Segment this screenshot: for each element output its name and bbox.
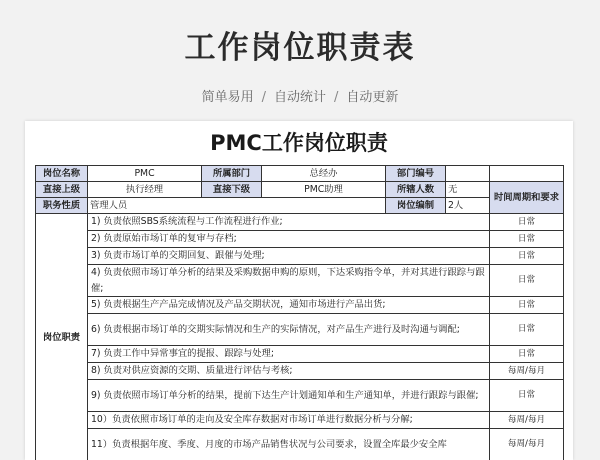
- duty-row: [36, 214, 564, 231]
- duty-frequency[interactable]: 每周/每月: [490, 363, 564, 380]
- duty-label: 岗位职责: [36, 214, 88, 460]
- duty-row: [36, 248, 564, 265]
- duty-row: [36, 412, 564, 429]
- duty-text[interactable]: 3) 负责市场订单的交期回复、跟催与处理;: [88, 248, 490, 265]
- sheet-title: PMC工作岗位职责: [210, 131, 388, 155]
- value-cell[interactable]: 管理人员: [88, 198, 386, 214]
- duty-row: [36, 346, 564, 363]
- duty-row: [36, 363, 564, 380]
- label-cell: 直接上级: [36, 182, 88, 198]
- spreadsheet-preview: [25, 121, 573, 460]
- duty-text[interactable]: 10）负责依照市场订单的走向及安全库存数据对市场订单进行数据分析与分解;: [88, 412, 490, 429]
- duty-row: [36, 429, 564, 460]
- duty-frequency[interactable]: 日常: [490, 231, 564, 248]
- label-cell: 职务性质: [36, 198, 88, 214]
- duty-table: [35, 165, 564, 460]
- value-cell[interactable]: 2人: [446, 198, 490, 214]
- label-cell: 直接下级: [202, 182, 262, 198]
- value-cell[interactable]: PMC助理: [262, 182, 386, 198]
- duty-frequency[interactable]: 每周/每月: [490, 412, 564, 429]
- duty-text[interactable]: 6) 负责根据市场订单的交期实际情况和生产的实际情况，对产品生产进行及时沟通与调配;: [88, 314, 490, 346]
- period-header: 时间周期和要求: [490, 182, 564, 214]
- duty-frequency[interactable]: 日常: [490, 314, 564, 346]
- duty-row: [36, 231, 564, 248]
- duty-frequency[interactable]: 日常: [490, 214, 564, 231]
- value-cell[interactable]: 无: [446, 182, 490, 198]
- value-cell[interactable]: 执行经理: [88, 182, 202, 198]
- tag-easy: 简单易用: [201, 90, 254, 105]
- value-cell[interactable]: PMC: [88, 166, 202, 182]
- duty-frequency[interactable]: 日常: [490, 380, 564, 412]
- duty-frequency[interactable]: 每周/每月: [490, 429, 564, 460]
- label-cell: 所属部门: [202, 166, 262, 182]
- duty-text[interactable]: 9) 负责依照市场订单分析的结果，提前下达生产计划通知单和生产通知单，并进行跟踪与跟催;: [88, 380, 490, 412]
- label-cell: 所辖人数: [386, 182, 446, 198]
- duty-frequency[interactable]: 日常: [490, 265, 564, 297]
- tag-auto-update: 自动更新: [346, 90, 399, 105]
- duty-text[interactable]: 7) 负责工作中异常事宜的提报、跟踪与处理;: [88, 346, 490, 363]
- info-row: [36, 166, 564, 182]
- info-row: [36, 182, 564, 198]
- duty-row: [36, 265, 564, 297]
- page-title: 工作岗位职责表: [184, 30, 416, 66]
- value-cell[interactable]: 总经办: [262, 166, 386, 182]
- duty-text[interactable]: 8) 负责对供应资源的交期、质量进行评估与考核;: [88, 363, 490, 380]
- duty-text[interactable]: 4) 负责依照市场订单分析的结果及采购数据申购的原则，下达采购指令单，并对其进行跟踪与跟催;: [88, 265, 490, 297]
- duty-frequency[interactable]: 日常: [490, 248, 564, 265]
- info-row: [36, 198, 564, 214]
- value-cell[interactable]: [446, 166, 490, 182]
- tag-auto-stats: 自动统计: [273, 90, 326, 105]
- duty-row: [36, 314, 564, 346]
- label-cell: 岗位编制: [386, 198, 446, 214]
- duty-row: [36, 297, 564, 314]
- duty-frequency[interactable]: 日常: [490, 346, 564, 363]
- label-cell: 部门编号: [386, 166, 446, 182]
- tag-separator: /: [334, 90, 339, 105]
- empty-cell[interactable]: [490, 166, 564, 182]
- tag-separator: /: [261, 90, 266, 105]
- duty-text[interactable]: 11）负责根据年度、季度、月度的市场产品销售状况与公司要求，设置全库最少安全库: [88, 429, 490, 460]
- duty-row: [36, 380, 564, 412]
- duty-text[interactable]: 5) 负责根据生产产品完成情况及产品交期状况，通知市场进行产品出货;: [88, 297, 490, 314]
- duty-text[interactable]: 2) 负责原始市场订单的复审与存档;: [88, 231, 490, 248]
- duty-text[interactable]: 1) 负责依照SBS系统流程与工作流程进行作业;: [88, 214, 490, 231]
- duty-frequency[interactable]: 日常: [490, 297, 564, 314]
- label-cell: 岗位名称: [36, 166, 88, 182]
- feature-tagline: [0, 86, 600, 105]
